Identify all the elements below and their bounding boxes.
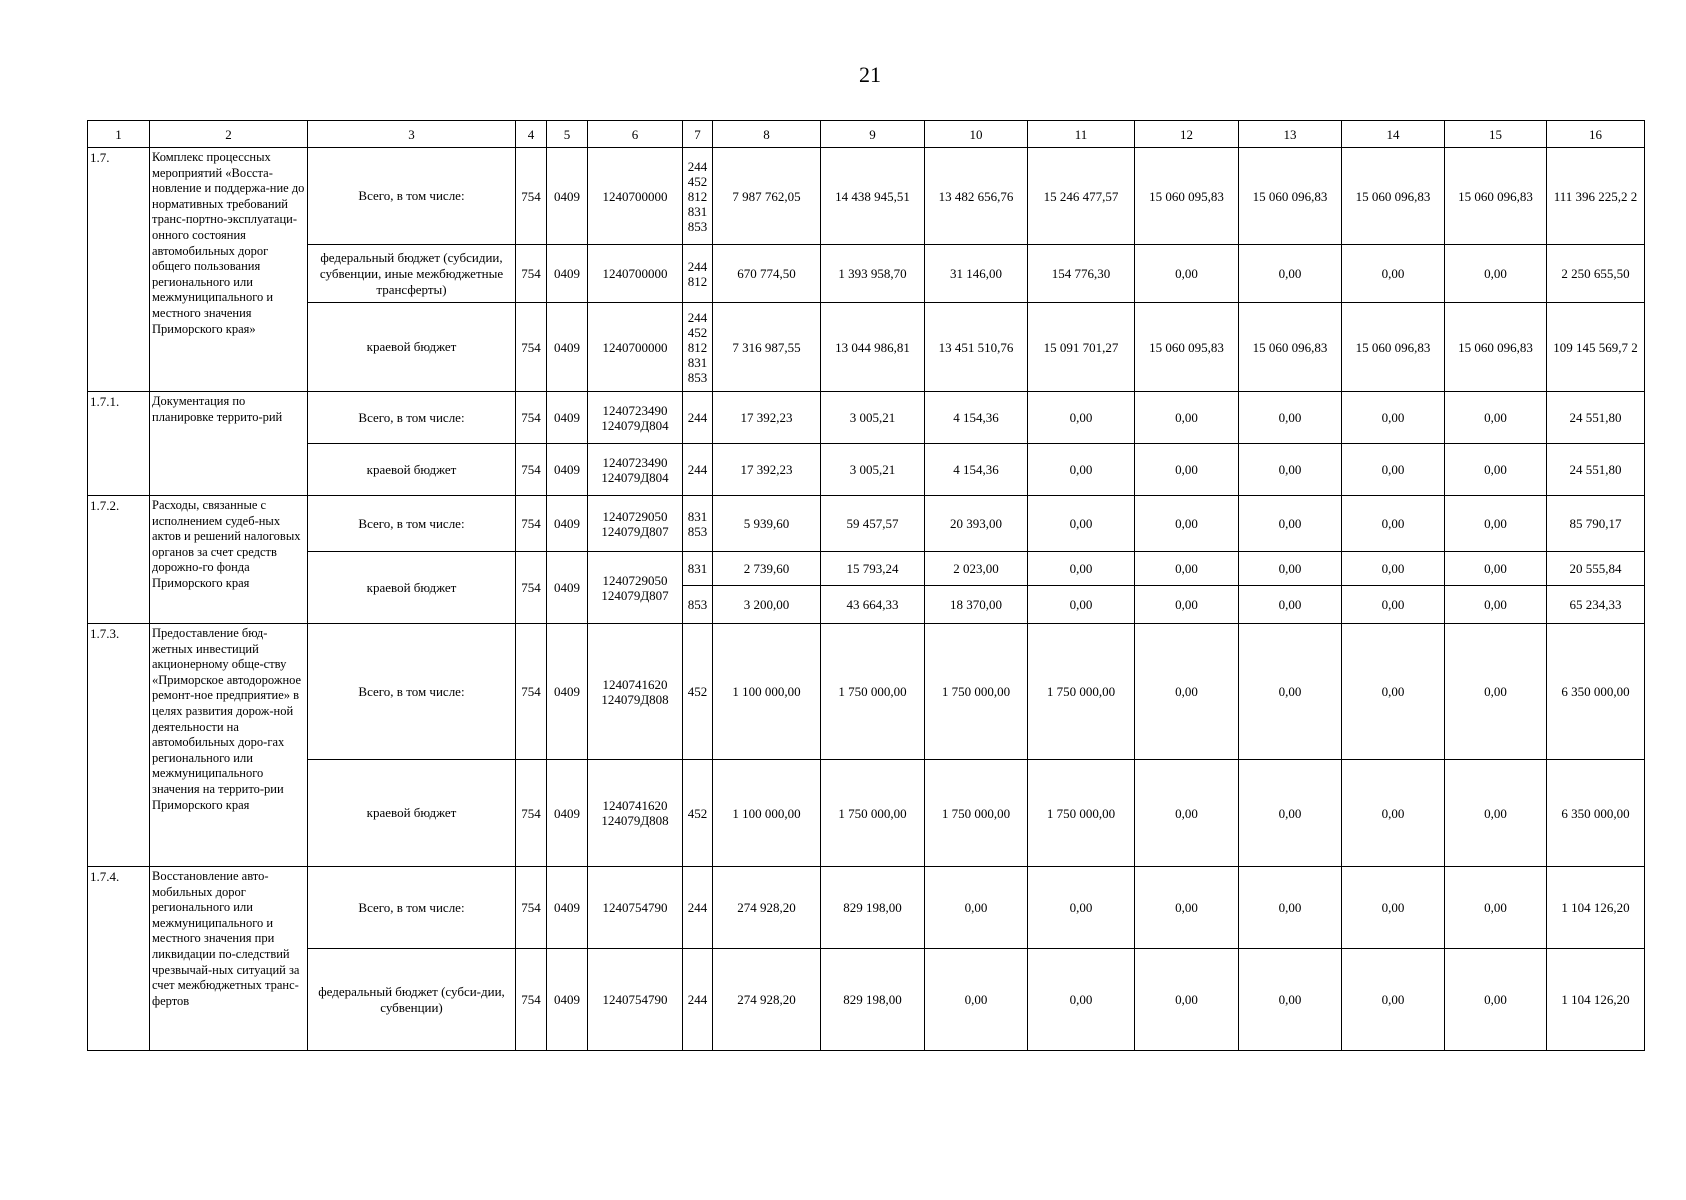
table-row xyxy=(88,245,1645,303)
total: 85 790,17 xyxy=(1547,496,1645,552)
expense-type: 244 xyxy=(683,949,713,1051)
expense-type: 831 853 xyxy=(683,496,713,552)
year-2: 829 198,00 xyxy=(821,949,925,1051)
grbs-code: 754 xyxy=(516,496,547,552)
budget-source: федеральный бюджет (субси-дии, субвенции) xyxy=(308,949,516,1051)
target-article: 1240729050 124079Д807 xyxy=(588,552,683,624)
year-7: 0,00 xyxy=(1342,444,1445,496)
section-code: 0409 xyxy=(547,148,588,245)
year-5: 15 060 095,83 xyxy=(1135,148,1239,245)
year-7: 0,00 xyxy=(1342,586,1445,624)
table-row xyxy=(88,392,1645,444)
year-8: 0,00 xyxy=(1445,496,1547,552)
grbs-code: 754 xyxy=(516,624,547,760)
header-cell-year-3: 10 xyxy=(925,121,1028,148)
section-code: 0409 xyxy=(547,867,588,949)
table-row xyxy=(88,444,1645,496)
year-8: 0,00 xyxy=(1445,245,1547,303)
year-3: 1 750 000,00 xyxy=(925,760,1028,867)
year-4: 0,00 xyxy=(1028,867,1135,949)
header-cell-year-7: 14 xyxy=(1342,121,1445,148)
total: 6 350 000,00 xyxy=(1547,624,1645,760)
year-4: 1 750 000,00 xyxy=(1028,760,1135,867)
table-row xyxy=(88,496,1645,552)
target-article: 1240754790 xyxy=(588,867,683,949)
year-1: 7 987 762,05 xyxy=(713,148,821,245)
year-1: 274 928,20 xyxy=(713,949,821,1051)
grbs-code: 754 xyxy=(516,949,547,1051)
year-2: 3 005,21 xyxy=(821,392,925,444)
expense-type: 853 xyxy=(683,586,713,624)
section-code: 0409 xyxy=(547,245,588,303)
row-number: 1.7. xyxy=(88,148,150,392)
year-5: 15 060 095,83 xyxy=(1135,303,1239,392)
year-4: 0,00 xyxy=(1028,949,1135,1051)
grbs-code: 754 xyxy=(516,303,547,392)
year-7: 15 060 096,83 xyxy=(1342,148,1445,245)
year-6: 0,00 xyxy=(1239,245,1342,303)
year-5: 0,00 xyxy=(1135,496,1239,552)
grbs-code: 754 xyxy=(516,444,547,496)
target-article: 1240700000 xyxy=(588,245,683,303)
year-2: 1 750 000,00 xyxy=(821,760,925,867)
header-cell-name: 2 xyxy=(150,121,308,148)
budget-source: Всего, в том числе: xyxy=(308,496,516,552)
year-8: 0,00 xyxy=(1445,867,1547,949)
budget-source: Всего, в том числе: xyxy=(308,392,516,444)
year-3: 13 451 510,76 xyxy=(925,303,1028,392)
target-article: 1240754790 xyxy=(588,949,683,1051)
budget-source: Всего, в том числе: xyxy=(308,148,516,245)
expense-type: 831 xyxy=(683,552,713,586)
year-4: 0,00 xyxy=(1028,496,1135,552)
year-2: 1 393 958,70 xyxy=(821,245,925,303)
year-4: 0,00 xyxy=(1028,444,1135,496)
year-7: 15 060 096,83 xyxy=(1342,303,1445,392)
grbs-code: 754 xyxy=(516,392,547,444)
year-6: 0,00 xyxy=(1239,552,1342,586)
year-5: 0,00 xyxy=(1135,245,1239,303)
year-3: 2 023,00 xyxy=(925,552,1028,586)
item-name: Документация по планировке террито-рий xyxy=(150,392,308,496)
section-code: 0409 xyxy=(547,949,588,1051)
budget-source: краевой бюджет xyxy=(308,760,516,867)
item-name: Предоставление бюд-жетных инвестиций акционерному обще-ству «Приморское автодорожное ремонт-ное предприятие» в целях развития дорож-ной деятельности на автомобильных доро-гах регионального или межмуниципального значения на террито-рии Приморского края xyxy=(150,624,308,867)
year-4: 15 246 477,57 xyxy=(1028,148,1135,245)
row-number: 1.7.3. xyxy=(88,624,150,867)
total: 111 396 225,2 2 xyxy=(1547,148,1645,245)
year-1: 1 100 000,00 xyxy=(713,624,821,760)
total: 65 234,33 xyxy=(1547,586,1645,624)
year-2: 43 664,33 xyxy=(821,586,925,624)
year-6: 15 060 096,83 xyxy=(1239,148,1342,245)
expense-type: 244 452 812 831 853 xyxy=(683,148,713,245)
year-1: 17 392,23 xyxy=(713,444,821,496)
header-cell-year-8: 15 xyxy=(1445,121,1547,148)
year-7: 0,00 xyxy=(1342,552,1445,586)
year-6: 0,00 xyxy=(1239,760,1342,867)
expense-type: 244 812 xyxy=(683,245,713,303)
year-8: 0,00 xyxy=(1445,444,1547,496)
year-1: 1 100 000,00 xyxy=(713,760,821,867)
year-8: 0,00 xyxy=(1445,760,1547,867)
year-4: 0,00 xyxy=(1028,392,1135,444)
year-1: 670 774,50 xyxy=(713,245,821,303)
year-7: 0,00 xyxy=(1342,496,1445,552)
year-3: 0,00 xyxy=(925,949,1028,1051)
target-article: 1240700000 xyxy=(588,148,683,245)
grbs-code: 754 xyxy=(516,760,547,867)
item-name: Восстановление авто-мобильных дорог регионального или межмуниципального и местного значения при ликвидации по-следствий чрезвычай-ных ситуаций за счет межбюджетных транс-фертов xyxy=(150,867,308,1051)
year-4: 0,00 xyxy=(1028,552,1135,586)
year-2: 15 793,24 xyxy=(821,552,925,586)
year-6: 15 060 096,83 xyxy=(1239,303,1342,392)
target-article: 1240723490 124079Д804 xyxy=(588,392,683,444)
table-row xyxy=(88,624,1645,760)
year-6: 0,00 xyxy=(1239,949,1342,1051)
year-3: 4 154,36 xyxy=(925,444,1028,496)
section-code: 0409 xyxy=(547,392,588,444)
year-8: 0,00 xyxy=(1445,586,1547,624)
table-row xyxy=(88,303,1645,392)
year-2: 3 005,21 xyxy=(821,444,925,496)
year-5: 0,00 xyxy=(1135,586,1239,624)
year-5: 0,00 xyxy=(1135,949,1239,1051)
year-1: 274 928,20 xyxy=(713,867,821,949)
expense-type: 244 xyxy=(683,392,713,444)
year-3: 4 154,36 xyxy=(925,392,1028,444)
section-code: 0409 xyxy=(547,496,588,552)
year-5: 0,00 xyxy=(1135,552,1239,586)
year-8: 0,00 xyxy=(1445,949,1547,1051)
target-article: 1240741620 124079Д808 xyxy=(588,624,683,760)
header-cell-year-2: 9 xyxy=(821,121,925,148)
header-cell-year-4: 11 xyxy=(1028,121,1135,148)
year-7: 0,00 xyxy=(1342,245,1445,303)
year-6: 0,00 xyxy=(1239,392,1342,444)
year-8: 0,00 xyxy=(1445,392,1547,444)
year-1: 2 739,60 xyxy=(713,552,821,586)
grbs-code: 754 xyxy=(516,148,547,245)
budget-source: федеральный бюджет (субсидии, субвенции, иные межбюджетные трансферты) xyxy=(308,245,516,303)
item-name: Комплекс процессных мероприятий «Восста-новление и поддержа-ние до нормативных требований транс-портно-эксплуатаци-онного состояния автомобильных дорог общего пользования регионального или межмуниципального и местного значения Приморского края» xyxy=(150,148,308,392)
year-2: 14 438 945,51 xyxy=(821,148,925,245)
year-4: 15 091 701,27 xyxy=(1028,303,1135,392)
expense-type: 244 xyxy=(683,867,713,949)
year-6: 0,00 xyxy=(1239,586,1342,624)
year-3: 1 750 000,00 xyxy=(925,624,1028,760)
target-article: 1240723490 124079Д804 xyxy=(588,444,683,496)
year-8: 0,00 xyxy=(1445,552,1547,586)
year-1: 3 200,00 xyxy=(713,586,821,624)
year-2: 1 750 000,00 xyxy=(821,624,925,760)
header-cell-budget-source: 3 xyxy=(308,121,516,148)
year-2: 829 198,00 xyxy=(821,867,925,949)
total: 1 104 126,20 xyxy=(1547,867,1645,949)
year-5: 0,00 xyxy=(1135,392,1239,444)
expense-type: 452 xyxy=(683,760,713,867)
year-7: 0,00 xyxy=(1342,392,1445,444)
header-cell-target-article: 6 xyxy=(588,121,683,148)
header-cell-year-1: 8 xyxy=(713,121,821,148)
year-5: 0,00 xyxy=(1135,444,1239,496)
budget-source: краевой бюджет xyxy=(308,552,516,624)
year-4: 1 750 000,00 xyxy=(1028,624,1135,760)
header-cell-total: 16 xyxy=(1547,121,1645,148)
budget-table xyxy=(87,120,1645,1051)
grbs-code: 754 xyxy=(516,552,547,624)
total: 24 551,80 xyxy=(1547,392,1645,444)
budget-source: Всего, в том числе: xyxy=(308,624,516,760)
year-6: 0,00 xyxy=(1239,867,1342,949)
target-article: 1240741620 124079Д808 xyxy=(588,760,683,867)
table-row xyxy=(88,760,1645,867)
section-code: 0409 xyxy=(547,303,588,392)
year-8: 15 060 096,83 xyxy=(1445,303,1547,392)
expense-type: 452 xyxy=(683,624,713,760)
year-1: 7 316 987,55 xyxy=(713,303,821,392)
item-name: Расходы, связанные с исполнением судеб-ных актов и решений налоговых органов за счет средств дорожно-го фонда Приморского края xyxy=(150,496,308,624)
header-cell-year-6: 13 xyxy=(1239,121,1342,148)
year-1: 5 939,60 xyxy=(713,496,821,552)
year-5: 0,00 xyxy=(1135,867,1239,949)
total: 24 551,80 xyxy=(1547,444,1645,496)
total: 109 145 569,7 2 xyxy=(1547,303,1645,392)
grbs-code: 754 xyxy=(516,245,547,303)
year-3: 0,00 xyxy=(925,867,1028,949)
page-number: 21 xyxy=(859,62,881,87)
header-cell-grbs-code: 4 xyxy=(516,121,547,148)
budget-source: Всего, в том числе: xyxy=(308,867,516,949)
table-row xyxy=(88,867,1645,949)
table-row xyxy=(88,552,1645,586)
section-code: 0409 xyxy=(547,624,588,760)
header-cell-row-number: 1 xyxy=(88,121,150,148)
section-code: 0409 xyxy=(547,444,588,496)
expense-type: 244 452 812 831 853 xyxy=(683,303,713,392)
expense-type: 244 xyxy=(683,444,713,496)
year-7: 0,00 xyxy=(1342,949,1445,1051)
row-number: 1.7.2. xyxy=(88,496,150,624)
year-3: 20 393,00 xyxy=(925,496,1028,552)
year-5: 0,00 xyxy=(1135,760,1239,867)
total: 2 250 655,50 xyxy=(1547,245,1645,303)
header-cell-section-code: 5 xyxy=(547,121,588,148)
year-3: 13 482 656,76 xyxy=(925,148,1028,245)
header-row xyxy=(88,121,1645,148)
table-row xyxy=(88,949,1645,1051)
year-6: 0,00 xyxy=(1239,496,1342,552)
year-7: 0,00 xyxy=(1342,760,1445,867)
grbs-code: 754 xyxy=(516,867,547,949)
year-5: 0,00 xyxy=(1135,624,1239,760)
table-row xyxy=(88,148,1645,245)
budget-source: краевой бюджет xyxy=(308,303,516,392)
budget-source: краевой бюджет xyxy=(308,444,516,496)
header-cell-year-5: 12 xyxy=(1135,121,1239,148)
year-7: 0,00 xyxy=(1342,624,1445,760)
year-4: 154 776,30 xyxy=(1028,245,1135,303)
year-2: 13 044 986,81 xyxy=(821,303,925,392)
year-6: 0,00 xyxy=(1239,444,1342,496)
year-2: 59 457,57 xyxy=(821,496,925,552)
year-3: 31 146,00 xyxy=(925,245,1028,303)
year-1: 17 392,23 xyxy=(713,392,821,444)
total: 1 104 126,20 xyxy=(1547,949,1645,1051)
header-cell-expense-type: 7 xyxy=(683,121,713,148)
year-8: 15 060 096,83 xyxy=(1445,148,1547,245)
target-article: 1240700000 xyxy=(588,303,683,392)
year-8: 0,00 xyxy=(1445,624,1547,760)
section-code: 0409 xyxy=(547,760,588,867)
row-number: 1.7.4. xyxy=(88,867,150,1051)
total: 6 350 000,00 xyxy=(1547,760,1645,867)
section-code: 0409 xyxy=(547,552,588,624)
year-6: 0,00 xyxy=(1239,624,1342,760)
total: 20 555,84 xyxy=(1547,552,1645,586)
target-article: 1240729050 124079Д807 xyxy=(588,496,683,552)
year-4: 0,00 xyxy=(1028,586,1135,624)
year-3: 18 370,00 xyxy=(925,586,1028,624)
row-number: 1.7.1. xyxy=(88,392,150,496)
year-7: 0,00 xyxy=(1342,867,1445,949)
